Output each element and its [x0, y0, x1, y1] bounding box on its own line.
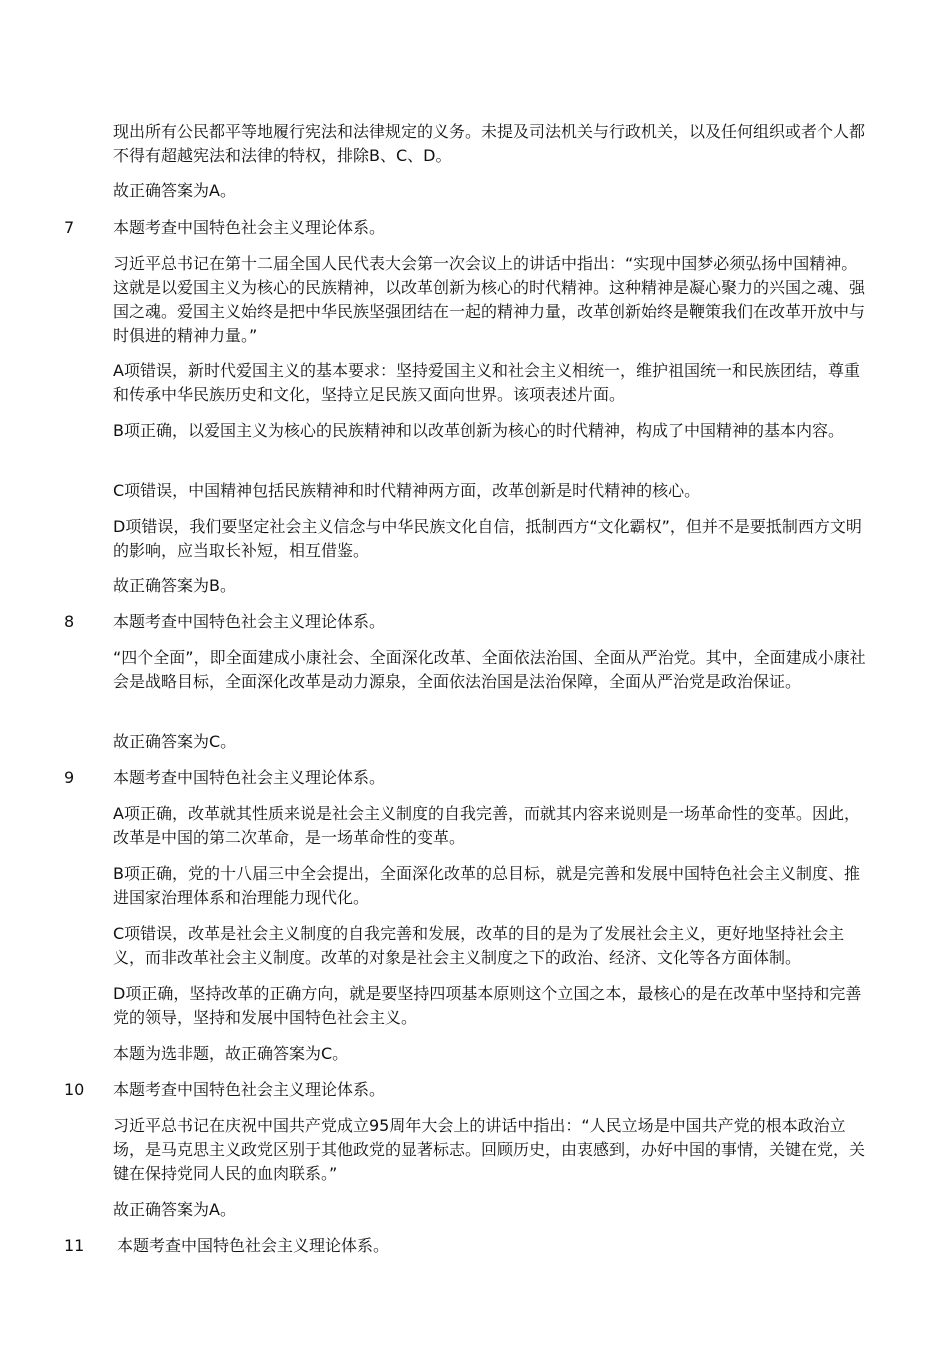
question-9-option-b: B项正确，党的十八届三中全会提出，全面深化改革的总目标，就是完善和发展中国特色社会主义制度、推进国家治理体系和治理能力现代化。 [113, 864, 860, 907]
question-number-11: 11 [64, 1236, 85, 1255]
question-9-option-c: C项错误，改革是社会主义制度的自我完善和发展，改革的目的是为了发展社会主义，更好地坚持社会主义，而非改革社会主义制度。改革的对象是社会主义制度之下的政治、经济、文化等各方面体制。 [113, 924, 845, 967]
question-number-10: 10 [64, 1080, 85, 1099]
question-9-answer: 本题为选非题，故正确答案为C。 [113, 1044, 349, 1063]
question-9-option-a: A项正确，改革就其性质来说是社会主义制度的自我完善，而就其内容来说则是一场革命性的变革。因此，改革是中国的第二次革命，是一场革命性的变革。 [113, 804, 860, 847]
question-number-7: 7 [64, 218, 75, 237]
question-9-topic: 本题考查中国特色社会主义理论体系。 [113, 768, 386, 787]
paragraph-q6-explanation: 现出所有公民都平等地履行宪法和法律规定的义务。未提及司法机关与行政机关，以及任何组织或者个人都不得有超越宪法和法律的特权，排除B、C、D。 [113, 122, 866, 165]
question-7-option-b: B项正确，以爱国主义为核心的民族精神和以改革创新为核心的时代精神，构成了中国精神的基本内容。 [113, 421, 844, 440]
question-10-topic: 本题考查中国特色社会主义理论体系。 [113, 1080, 386, 1099]
question-8-topic: 本题考查中国特色社会主义理论体系。 [113, 612, 386, 631]
question-7-option-d: D项错误，我们要坚定社会主义信念与中华民族文化自信，抵制西方“文化霸权”，但并不是要抵制西方文明的影响，应当取长补短，相互借鉴。 [113, 517, 862, 560]
paragraph-q6-answer: 故正确答案为A。 [113, 181, 236, 200]
question-number-9: 9 [64, 768, 75, 787]
question-7-option-c: C项错误，中国精神包括民族精神和时代精神两方面，改革创新是时代精神的核心。 [113, 481, 701, 500]
question-7-answer: 故正确答案为B。 [113, 576, 236, 595]
question-number-8: 8 [64, 612, 75, 631]
question-10-answer: 故正确答案为A。 [113, 1200, 236, 1219]
question-7-quote: 习近平总书记在第十二届全国人民代表大会第一次会议上的讲话中指出：“实现中国梦必须弘扬中国精神。这就是以爱国主义为核心的民族精神，以改革创新为核心的时代精神。这种精神是凝心聚力的兴国之魂、强国之魂。爱国主义始终是把中华民族坚强团结在一起的精神力量，改革创新始终是鞭策我们在改革开放中与时俱进的精神力量。” [113, 254, 866, 345]
question-9-option-d: D项正确，坚持改革的正确方向，就是要坚持四项基本原则这个立国之本，最核心的是在改革中坚持和完善党的领导，坚持和发展中国特色社会主义。 [113, 984, 862, 1027]
question-7-option-a: A项错误，新时代爱国主义的基本要求：坚持爱国主义和社会主义相统一，维护祖国统一和民族团结，尊重和传承中华民族历史和文化，坚持立足民族又面向世界。该项表述片面。 [113, 361, 860, 404]
question-7-topic: 本题考查中国特色社会主义理论体系。 [113, 218, 386, 237]
question-11-topic: 本题考查中国特色社会主义理论体系。 [117, 1236, 390, 1255]
question-10-quote: 习近平总书记在庆祝中国共产党成立95周年大会上的讲话中指出：“人民立场是中国共产党的根本政治立场，是马克思主义政党区别于其他政党的显著标志。回顾历史，由衷感到，办好中国的事情，关键在党，关键在保持党同人民的血肉联系。” [113, 1116, 866, 1183]
question-8-body: “四个全面”，即全面建成小康社会、全面深化改革、全面依法治国、全面从严治党。其中，全面建成小康社会是战略目标，全面深化改革是动力源泉，全面依法治国是法治保障，全面从严治党是政治保证。 [113, 648, 866, 691]
question-8-answer: 故正确答案为C。 [113, 732, 237, 751]
